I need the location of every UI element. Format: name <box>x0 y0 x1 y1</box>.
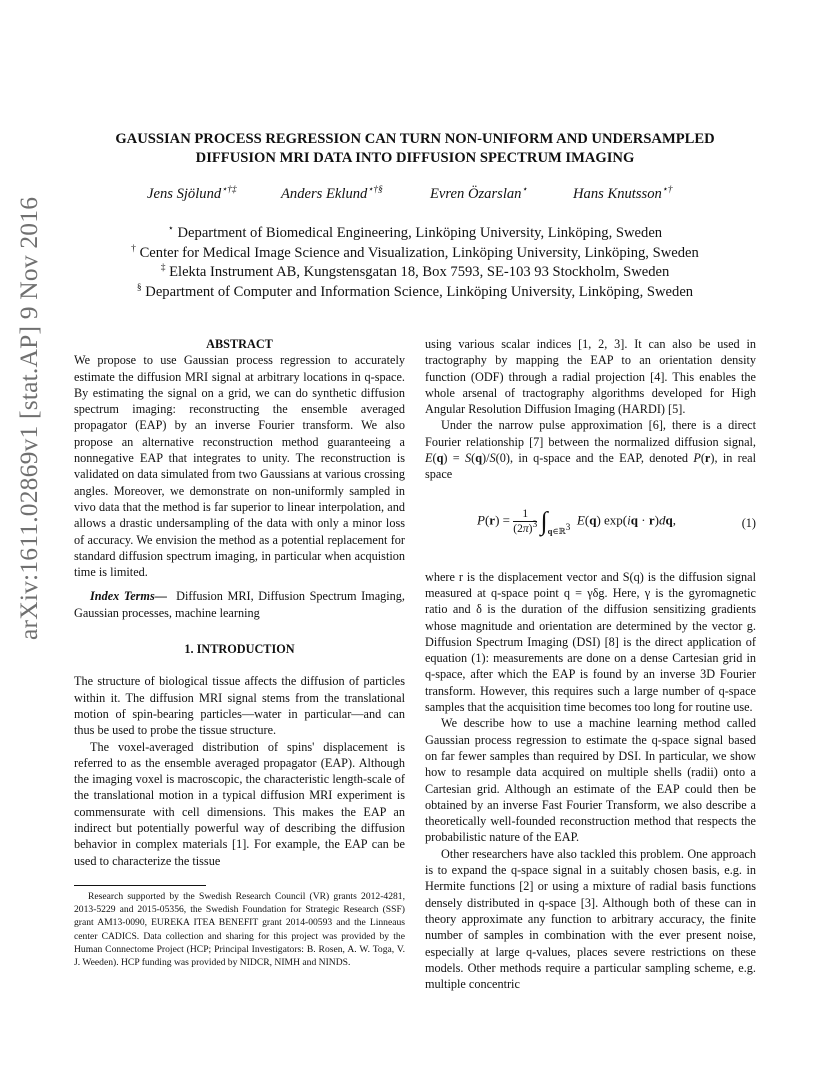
author-3: Evren Özarslan⋆ <box>430 185 528 202</box>
equation-number: (1) <box>741 515 756 530</box>
intro-paragraph-2: The voxel-averaged distribution of spins' displacement is referred to as the ensemble averaged propagator (EAP). Although the imaging voxel is macroscopic, the characteristic length-scale of the translational motion in a typical diffusion MRI experiment is commensurate with cell dimensions. This makes the EAP an indirect but potentially powerful way of describing the diffusion behavior in complex materials [1]. For example, the EAP can be used to characterize the tissue <box>74 739 405 868</box>
footnote-rule <box>74 885 206 886</box>
abstract-heading: ABSTRACT <box>206 337 273 351</box>
right-column <box>425 336 756 992</box>
equation-1 <box>425 495 756 555</box>
affiliation-2: † Center for Medical Image Science and Visualization, Linköping University, Linköping, Sweden <box>131 243 699 261</box>
affiliation-1: ⋆ Department of Biomedical Engineering, Linköping University, Linköping, Sweden <box>167 224 663 241</box>
right-paragraph-5: Other researchers have also tackled this problem. One approach is to expand the q-space signal in a suitably chosen basis, e.g. in Hermite functions [2] or using a mixture of radial basis functions densely distributed in q-space [3]. Although both of these can in theory approximate any function to arbitrary accuracy, the finite number of samples in combination with the ever present noise, especially at large q-values, places severe restrictions on these models. Other methods require a particular sampling scheme, e.g. multiple concentric <box>425 846 756 992</box>
arxiv-side-label: arXiv:1611.02869v1 [stat.AP] 9 Nov 2016 <box>14 196 43 640</box>
equation-body: P(r) = $\frac{1}{(2\pi)^3}$ $\int_{q\in ℝ^3}$ E(q) exp(iq · r)dq, <box>477 506 676 537</box>
author-1: Jens Sjölund⋆†‡ <box>147 185 237 202</box>
abstract-text: We propose to use Gaussian process regression to accurately estimate the diffusion MRI signal at arbitrary locations in q-space. By estimating the signal on a grid, we can do synthetic diffusion spectrum imaging: reconstructing the ensemble averaged propagator (EAP) by an inverse Fourier transform. We also propose an alternative reconstruction method guaranteeing a nonnegative EAP that integrates to unity. The reconstruction is validated on data simulated from two Gaussians at various crossing angles. Moreover, we demonstrate on non-uniformly sampled in vivo data that the method is far superior to linear interpolation, and allows a drastic undersampling of the data with only a minor loss of accuracy. We envision the method as a potential replacement for standard diffusion spectrum imaging, in particular when acquistion time is limited. <box>74 353 405 580</box>
index-terms: Index Terms— Diffusion MRI, Diffusion Spectrum Imaging, Gaussian processes, machine learning <box>74 589 405 620</box>
affiliation-3: ‡ Elekta Instrument AB, Kungstensgatan 18, Box 7593, SE-103 93 Stockholm, Sweden <box>160 263 670 280</box>
index-terms-label: Index Terms— <box>90 589 167 604</box>
right-paragraph-4: We describe how to use a machine learning method called Gaussian process regression to estimate the q-space signal based on far fewer samples than required by DSI. In particular, we show how to resample data acquired on multiple shells (radii) onto a Cartesian grid. Although an estimate of the EAP could then be obtained by an inverse Fast Fourier Transform, we also describe a theoretically well-founded reconstruction method that respects the probabilistic nature of the EAP. <box>425 716 756 845</box>
right-paragraph-1: using various scalar indices [1, 2, 3]. It can also be used in tractography by mapping the EAP to an orientation density function (ODF) through a radial projection [4]. This enables the whole arsenal of tractography algorithms developed for High Angular Resolution Diffusion Imaging (HARDI) [5]. <box>425 337 756 417</box>
intro-paragraph-1: The structure of biological tissue affects the diffusion of particles within it. The diffusion MRI signal stems from the translational motion of spin-bearing particles—water in particular—and can thus be used to probe the tissue structure. <box>74 674 405 738</box>
paper-title <box>70 130 760 167</box>
title-line-2: DIFFUSION MRI DATA INTO DIFFUSION SPECTRUM IMAGING <box>195 149 635 166</box>
affiliations <box>70 224 760 302</box>
left-column <box>74 336 405 869</box>
footnote: Research supported by the Swedish Research Council (VR) grants 2012-4281, 2013-5229 and 2015-05356, the Swedish Foundation for Strategic Research (SSF) grant AM13-0090, EUREKA ITEA BENEFIT grant 2014-00593 and the Linneaus center CADICS. Data collection and sharing for this project was provided by the Human Connectome Project (HCP; Principal Investigators: B. Rosen, A. W. Toga, V. J. Weeden). HCP funding was provided by NIDCR, NIMH and NINDS. <box>74 891 405 969</box>
right-paragraph-2: Under the narrow pulse approximation [6], there is a direct Fourier relationship [7] between the normalized diffusion signal, E(q) = S(q)/S(0), in q-space and the EAP, denoted P(r), in real space <box>425 418 756 482</box>
title-line-1: GAUSSIAN PROCESS REGRESSION CAN TURN NON-UNIFORM AND UNDERSAMPLED <box>115 131 715 147</box>
section-1-heading: 1. INTRODUCTION <box>184 642 295 657</box>
right-paragraph-3: where r is the displacement vector and S(q) is the diffusion signal measured at q-space point q = γδg. Here, γ is the gyromagnetic ratio and δ is the duration of the diffusion sensitizing gradients whose magnitude and orientation are determined by the vector g. Diffusion Spectrum Imaging (DSI) [8] is the direct application of equation (1): measurements are done on a dense Cartesian grid in q-space, after which the EAP is found by an inverse 3D Fourier transform. However, this requires such a large number of q-space samples that the acquisition time becomes too long for routine use. <box>425 569 756 715</box>
author-2: Anders Eklund⋆†§ <box>281 185 383 202</box>
affiliation-4: § Department of Computer and Information Science, Linköping University, Linköping, Sweden <box>136 282 694 300</box>
author-4: Hans Knutsson⋆† <box>573 185 673 202</box>
